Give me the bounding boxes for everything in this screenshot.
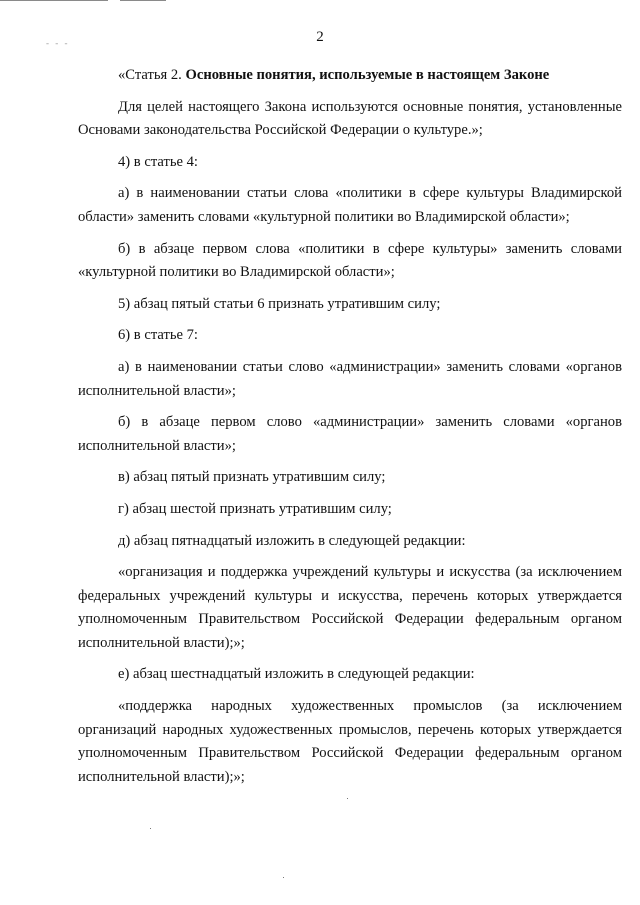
paragraph: 5) абзац пятый статьи 6 признать утратившим силу; — [118, 295, 441, 312]
paragraph: в) абзац пятый признать утратившим силу; — [118, 469, 386, 486]
paragraph: б) в абзаце первом слово «администрации» заменить словами «органов исполнительной власти»; — [78, 414, 622, 454]
paragraph: а) в наименовании статьи слова «политики в сфере культуры Владимирской области» заменить словами «культурной политики во Владимирской области»; — [78, 185, 622, 225]
paragraph: 4) в статье 4: — [118, 153, 198, 170]
document-body — [78, 64, 622, 789]
scan-speck — [150, 828, 151, 829]
paragraph: д) абзац пятнадцатый изложить в следующей редакции: — [118, 532, 466, 549]
scan-speck — [347, 798, 348, 799]
scan-edge-mark — [0, 0, 108, 1]
paragraph: «организация и поддержка учреждений культуры и искусства (за исключением федеральных учреждений культуры и искусства, перечень которых утверждается уполномоченным Правительством Российской Федерации федеральным органом исполнительной власти);»; — [78, 564, 622, 651]
scan-corner-mark: ‑ ‑ ‑ — [46, 38, 70, 48]
article-heading — [78, 64, 622, 88]
paragraph: Для целей настоящего Закона используются основные понятия, установленные Основами законодательства Российской Федерации о культуре.»; — [78, 98, 622, 139]
scan-edge-mark — [120, 0, 166, 1]
paragraph: б) в абзаце первом слова «политики в сфере культуры» заменить словами «культурной политики во Владимирской области»; — [78, 240, 622, 281]
paragraph: г) абзац шестой признать утратившим силу; — [118, 500, 392, 517]
paragraph: е) абзац шестнадцатый изложить в следующей редакции: — [118, 666, 475, 683]
page-number: 2 — [316, 29, 324, 45]
paragraph: 6) в статье 7: — [118, 327, 198, 344]
article-heading-prefix: «Статья 2. — [118, 67, 186, 83]
paragraph: «поддержка народных художественных промыслов (за исключением организаций народных художественных промыслов, перечень которых утверждается уполномоченным Правительством Российской Федерации федеральным органом исполнительной власти);»; — [78, 698, 622, 785]
scan-speck — [283, 877, 284, 878]
article-heading-title: Основные понятия, используемые в настоящем Законе — [185, 67, 550, 83]
paragraph: а) в наименовании статьи слово «администрации» заменить словами «органов исполнительной власти»; — [78, 358, 622, 399]
